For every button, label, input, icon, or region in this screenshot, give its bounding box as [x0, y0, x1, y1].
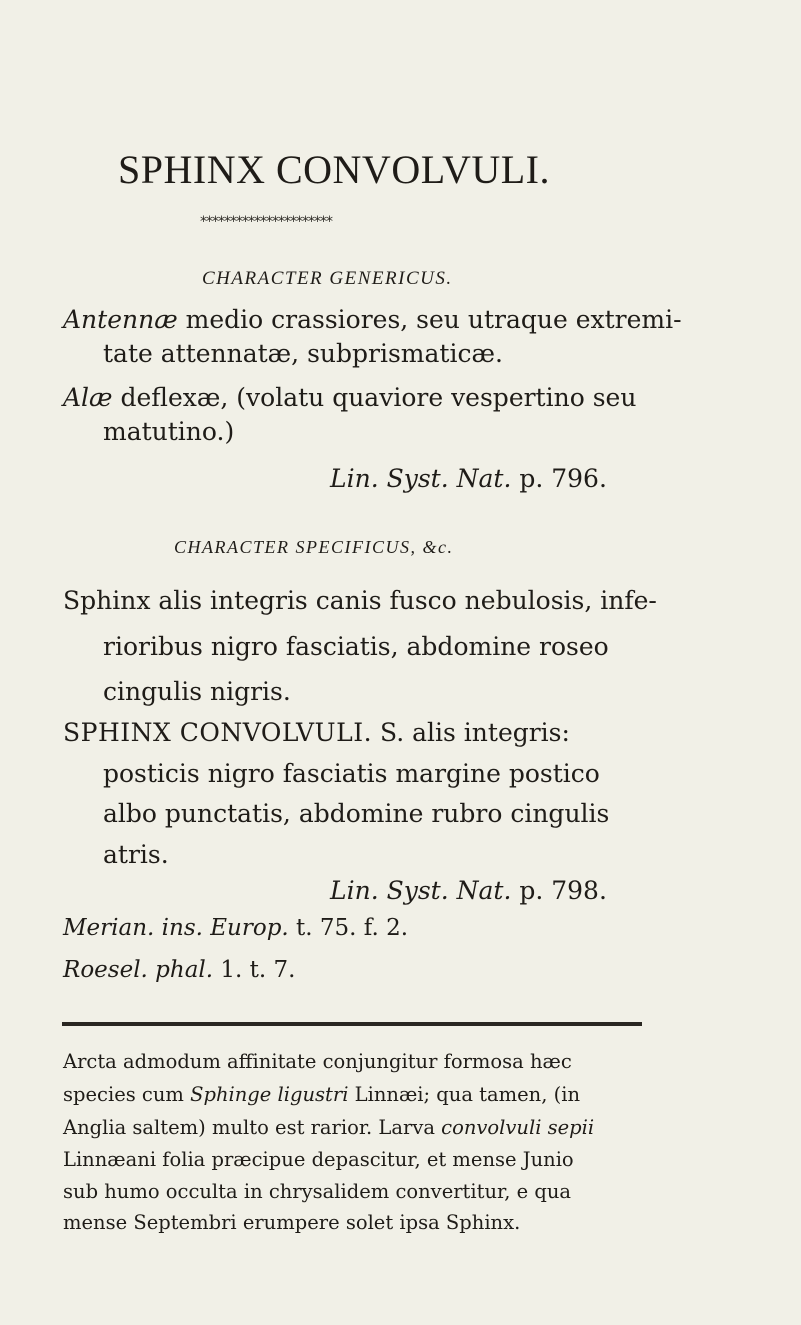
- citation-work: Lin. Syst. Nat.: [330, 464, 512, 493]
- note-line-2: [63, 1080, 580, 1109]
- antennae-line-1: [63, 303, 682, 337]
- reference-detail: t. 75. f. 2.: [296, 915, 409, 941]
- note-text: Linnæi; qua tamen, (in: [348, 1083, 581, 1106]
- specific-heading: CHARACTER SPECIFICUS, &c.: [174, 537, 454, 557]
- reference-merian: [63, 915, 408, 941]
- note-line-1: Arcta admodum affinitate conjungitur formosa hæc: [63, 1050, 572, 1073]
- alae-line-1: [63, 381, 636, 415]
- reference-roesel: [63, 957, 295, 983]
- alae-line-2: matutino.): [103, 417, 235, 446]
- note-line-5: sub humo occulta in chrysalidem convertitur, e qua: [63, 1180, 572, 1203]
- linnaeus-line-2: posticis nigro fasciatis margine postico: [103, 759, 600, 788]
- citation-page: p. 796.: [519, 464, 607, 493]
- linnaeus-line-4: atris.: [103, 840, 169, 869]
- specific-citation: [330, 874, 607, 908]
- specific-line-3: cingulis nigris.: [103, 677, 291, 706]
- alae-text-1: deflexæ, (volatu quaviore vespertino seu: [112, 383, 637, 412]
- linnaeus-name: SPHINX CONVOLVULI.: [63, 718, 373, 747]
- citation-work: Lin. Syst. Nat.: [330, 876, 512, 905]
- note-line-4: Linnæani folia præcipue depascitur, et mense Junio: [63, 1148, 574, 1171]
- section-divider: [62, 1022, 642, 1026]
- antennae-line-2: tate attennatæ, subprismaticæ.: [103, 339, 503, 368]
- page-title: SPHINX CONVOLVULI.: [118, 147, 550, 192]
- note-text: species cum: [63, 1083, 191, 1106]
- linnaeus-text-1: S. alis integris:: [372, 718, 570, 747]
- species-name-ligustri: Sphinge ligustri: [190, 1083, 349, 1106]
- reference-source: Roesel. phal.: [63, 957, 214, 983]
- species-name-convolvuli: convolvuli sepii: [441, 1116, 595, 1139]
- note-text: Anglia saltem) multo est rarior. Larva: [63, 1116, 442, 1139]
- antennae-term: Antennæ: [63, 305, 178, 334]
- generic-citation: [330, 462, 607, 496]
- reference-detail: 1. t. 7.: [220, 957, 296, 983]
- reference-source: Merian. ins. Europ.: [63, 915, 289, 941]
- linnaeus-line-1: [63, 716, 570, 750]
- antennae-text-1: medio crassiores, seu utraque extremi-: [177, 305, 682, 334]
- generic-heading: CHARACTER GENERICUS.: [202, 268, 453, 289]
- ornament-rule: **********************: [200, 214, 332, 230]
- specific-line-1: Sphinx alis integris canis fusco nebulosis, infe-: [63, 586, 657, 615]
- note-line-3: [63, 1113, 594, 1142]
- note-line-6: mense Septembri erumpere solet ipsa Sphinx.: [63, 1211, 521, 1234]
- citation-page: p. 798.: [519, 876, 607, 905]
- alae-term: Alæ: [63, 383, 113, 412]
- specific-line-2: rioribus nigro fasciatis, abdomine roseo: [103, 632, 609, 661]
- linnaeus-line-3: albo punctatis, abdomine rubro cingulis: [103, 799, 610, 828]
